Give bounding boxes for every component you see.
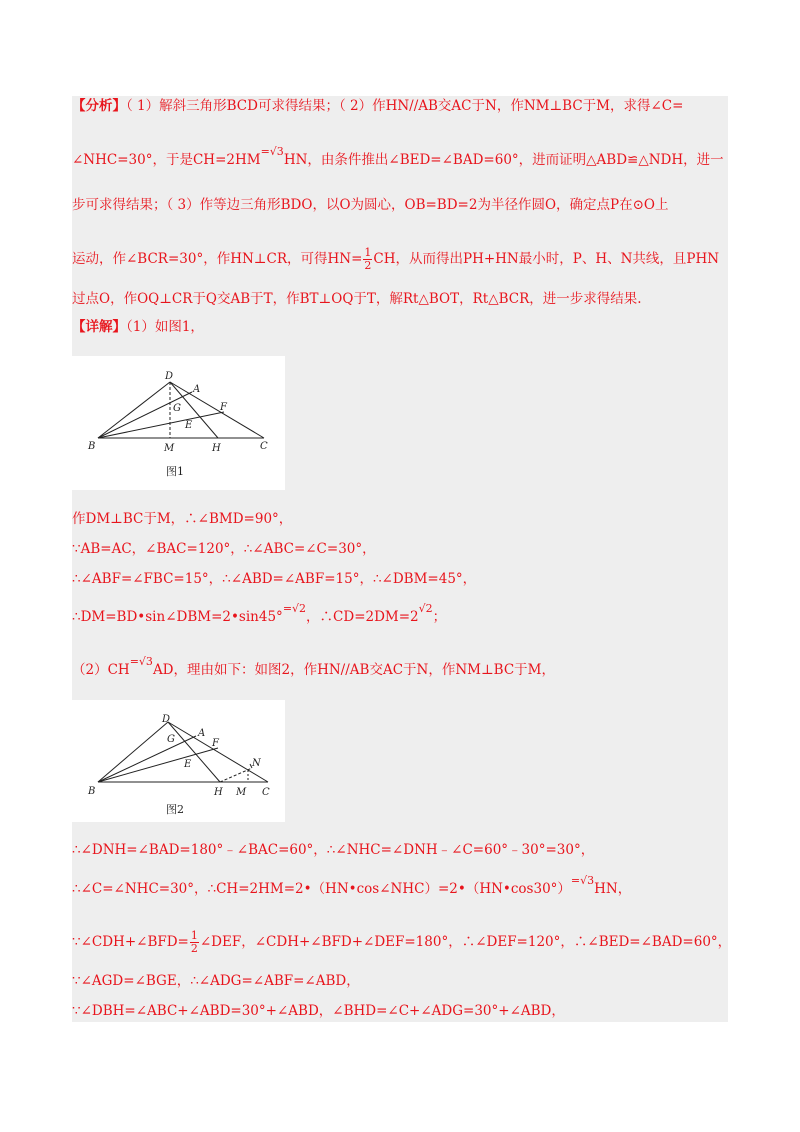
fig2-label-B: B [88, 786, 96, 797]
detail-sqrt2-b: √2 [418, 602, 433, 615]
detail-text-4d: ； [432, 609, 447, 625]
analysis-text-1: （ 1）解斜三角形BCD可求得结果；（ 2）作HN//AB交AC于N，作NM⊥BC于M，求得∠C= [126, 98, 684, 114]
fraction-denominator: 2 [364, 259, 372, 272]
detail-fraction-denominator: 2 [190, 942, 198, 955]
detail-text-3: ∴∠ABF=∠FBC=15°，∴∠ABD=∠ABF=15°，∴∠DBM=45°， [72, 571, 477, 587]
analysis-text-2b: HN，由条件推出∠BED=∠BAD=60°，进而证明△ABD≌△NDH，进一 [283, 152, 724, 168]
fig1-caption: 图1 [166, 465, 184, 478]
analysis-line-2 [72, 145, 728, 170]
fig1-label-A: A [193, 384, 201, 395]
fig2-line-BD [98, 722, 168, 782]
detail-sqrt3-a: =√3 [129, 655, 153, 668]
fig2-label-F: F [212, 738, 219, 749]
fig2-line-DH [168, 722, 220, 782]
analysis-fraction [363, 247, 372, 272]
fig2-label-A: A [198, 728, 206, 739]
fig2-caption: 图2 [166, 803, 184, 816]
fig2-label-D: D [162, 714, 171, 725]
fraction-numerator: 1 [364, 246, 372, 259]
fig2-line-DC [168, 722, 268, 782]
fig1-label-F: F [220, 402, 227, 413]
detail-text-m3a: ∵∠CDH+∠BFD= [72, 934, 189, 950]
detail-text-p2a: （2）CH [72, 662, 130, 678]
analysis-sqrt3: =√3 [260, 145, 284, 158]
detail-line-7 [72, 874, 728, 899]
detail-text-m3b: ∠DEF，∠CDH+∠BFD+∠DEF=180°，∴∠DEF=120°，∴∠BED=∠BAD=60°， [199, 934, 732, 950]
detail-line-3 [72, 570, 728, 588]
fig2-label-C: C [262, 787, 270, 798]
analysis-line-3 [72, 196, 728, 214]
fig1-label-E: E [185, 420, 193, 431]
detail-line-10 [72, 1002, 728, 1020]
detail-sqrt3-b: =√3 [570, 874, 595, 887]
detail-fraction-numerator: 1 [190, 929, 198, 942]
fig1-label-M: M [164, 443, 175, 454]
fig1-line-BF [98, 412, 224, 438]
analysis-line-1 [72, 97, 728, 115]
fig2-line-BF [98, 748, 218, 782]
fig2-label-G: G [167, 734, 175, 745]
analysis-line-4 [72, 247, 728, 272]
detail-line-2 [72, 540, 728, 558]
detail-fraction [190, 930, 199, 955]
detail-text-4b: ，∴CD=2DM=2 [306, 609, 419, 625]
fig1-label-H: H [212, 443, 221, 454]
detail-text-m2a: ∴∠C=∠NHC=30°，∴CH=2HM=2•（HN•cos∠NHC）=2•（HN•cos30°） [72, 881, 571, 897]
detail-text-1: 作DM⊥BC于M，∴∠BMD=90°， [72, 511, 293, 527]
fig1-label-C: C [260, 441, 268, 452]
detail-text-m4: ∵∠AGD=∠BGE，∴∠ADG=∠ABF=∠ABD， [72, 973, 360, 989]
detail-line-4 [72, 602, 728, 627]
detail-tag: 【详解】 [72, 319, 126, 335]
analysis-text-5: 过点O，作OQ⊥CR于Q交AB于T，作BT⊥OQ于T，解Rt△BOT，Rt△BCR，进一步求得结果. [72, 291, 642, 307]
analysis-tag: 【分析】 [72, 98, 126, 114]
detail-text-m2b: HN， [594, 881, 632, 897]
fig1-label-D: D [165, 371, 174, 382]
analysis-text-2a: ∠NHC=30°，于是CH=2HM [72, 152, 261, 168]
detail-line-5 [72, 655, 728, 680]
fig2-label-M: M [236, 787, 247, 798]
detail-text-4a: ∴DM=BD•sin∠DBM=2•sin45° [72, 609, 283, 625]
analysis-text-3: 步可求得结果；（ 3）作等边三角形BDO，以O为圆心，OB=BD=2为半径作圆O，确定点P在⊙O上 [72, 197, 669, 213]
detail-text-m5: ∵∠DBH=∠ABC+∠ABD=30°+∠ABD，∠BHD=∠C+∠ADG=30°+∠ABD， [72, 1003, 565, 1019]
detail-line-1 [72, 510, 728, 528]
fig2-line-BA [98, 736, 196, 782]
analysis-text-4a: 运动，作∠BCR=30°，作HN⊥CR，可得HN= [72, 251, 363, 267]
figure-2-svg [72, 700, 285, 822]
figure-2 [72, 700, 285, 822]
fig2-label-H: H [214, 787, 223, 798]
detail-text-p2b: AD，理由如下：如图2，作HN//AB交AC于N，作NM⊥BC于M， [152, 662, 555, 678]
figure-1 [72, 356, 285, 490]
detail-text-2: ∵AB=AC，∠BAC=120°，∴∠ABC=∠C=30°， [72, 541, 376, 557]
analysis-text-4b: CH，从而得出PH+HN最小时，P、H、N共线，且PHN [373, 251, 720, 267]
detail-text-m1: ∴∠DNH=∠BAD=180°﹣∠BAC=60°，∴∠NHC=∠DNH﹣∠C=60°﹣30°=30°， [72, 842, 595, 858]
fig2-label-N: N [252, 758, 261, 769]
figure-1-svg [72, 356, 285, 490]
detail-line-8 [72, 929, 732, 955]
detail-line-0 [72, 318, 728, 336]
fig2-label-E: E [184, 759, 192, 770]
analysis-line-5 [72, 290, 728, 308]
fig1-label-G: G [173, 403, 181, 414]
fig1-label-B: B [88, 441, 96, 452]
detail-line-6 [72, 841, 728, 859]
fig1-line-BA [98, 392, 192, 438]
fig1-line-BD [98, 382, 170, 438]
detail-sqrt2-a: =√2 [282, 602, 307, 615]
detail-intro: （1）如图1， [126, 319, 204, 335]
detail-line-9 [72, 972, 728, 990]
